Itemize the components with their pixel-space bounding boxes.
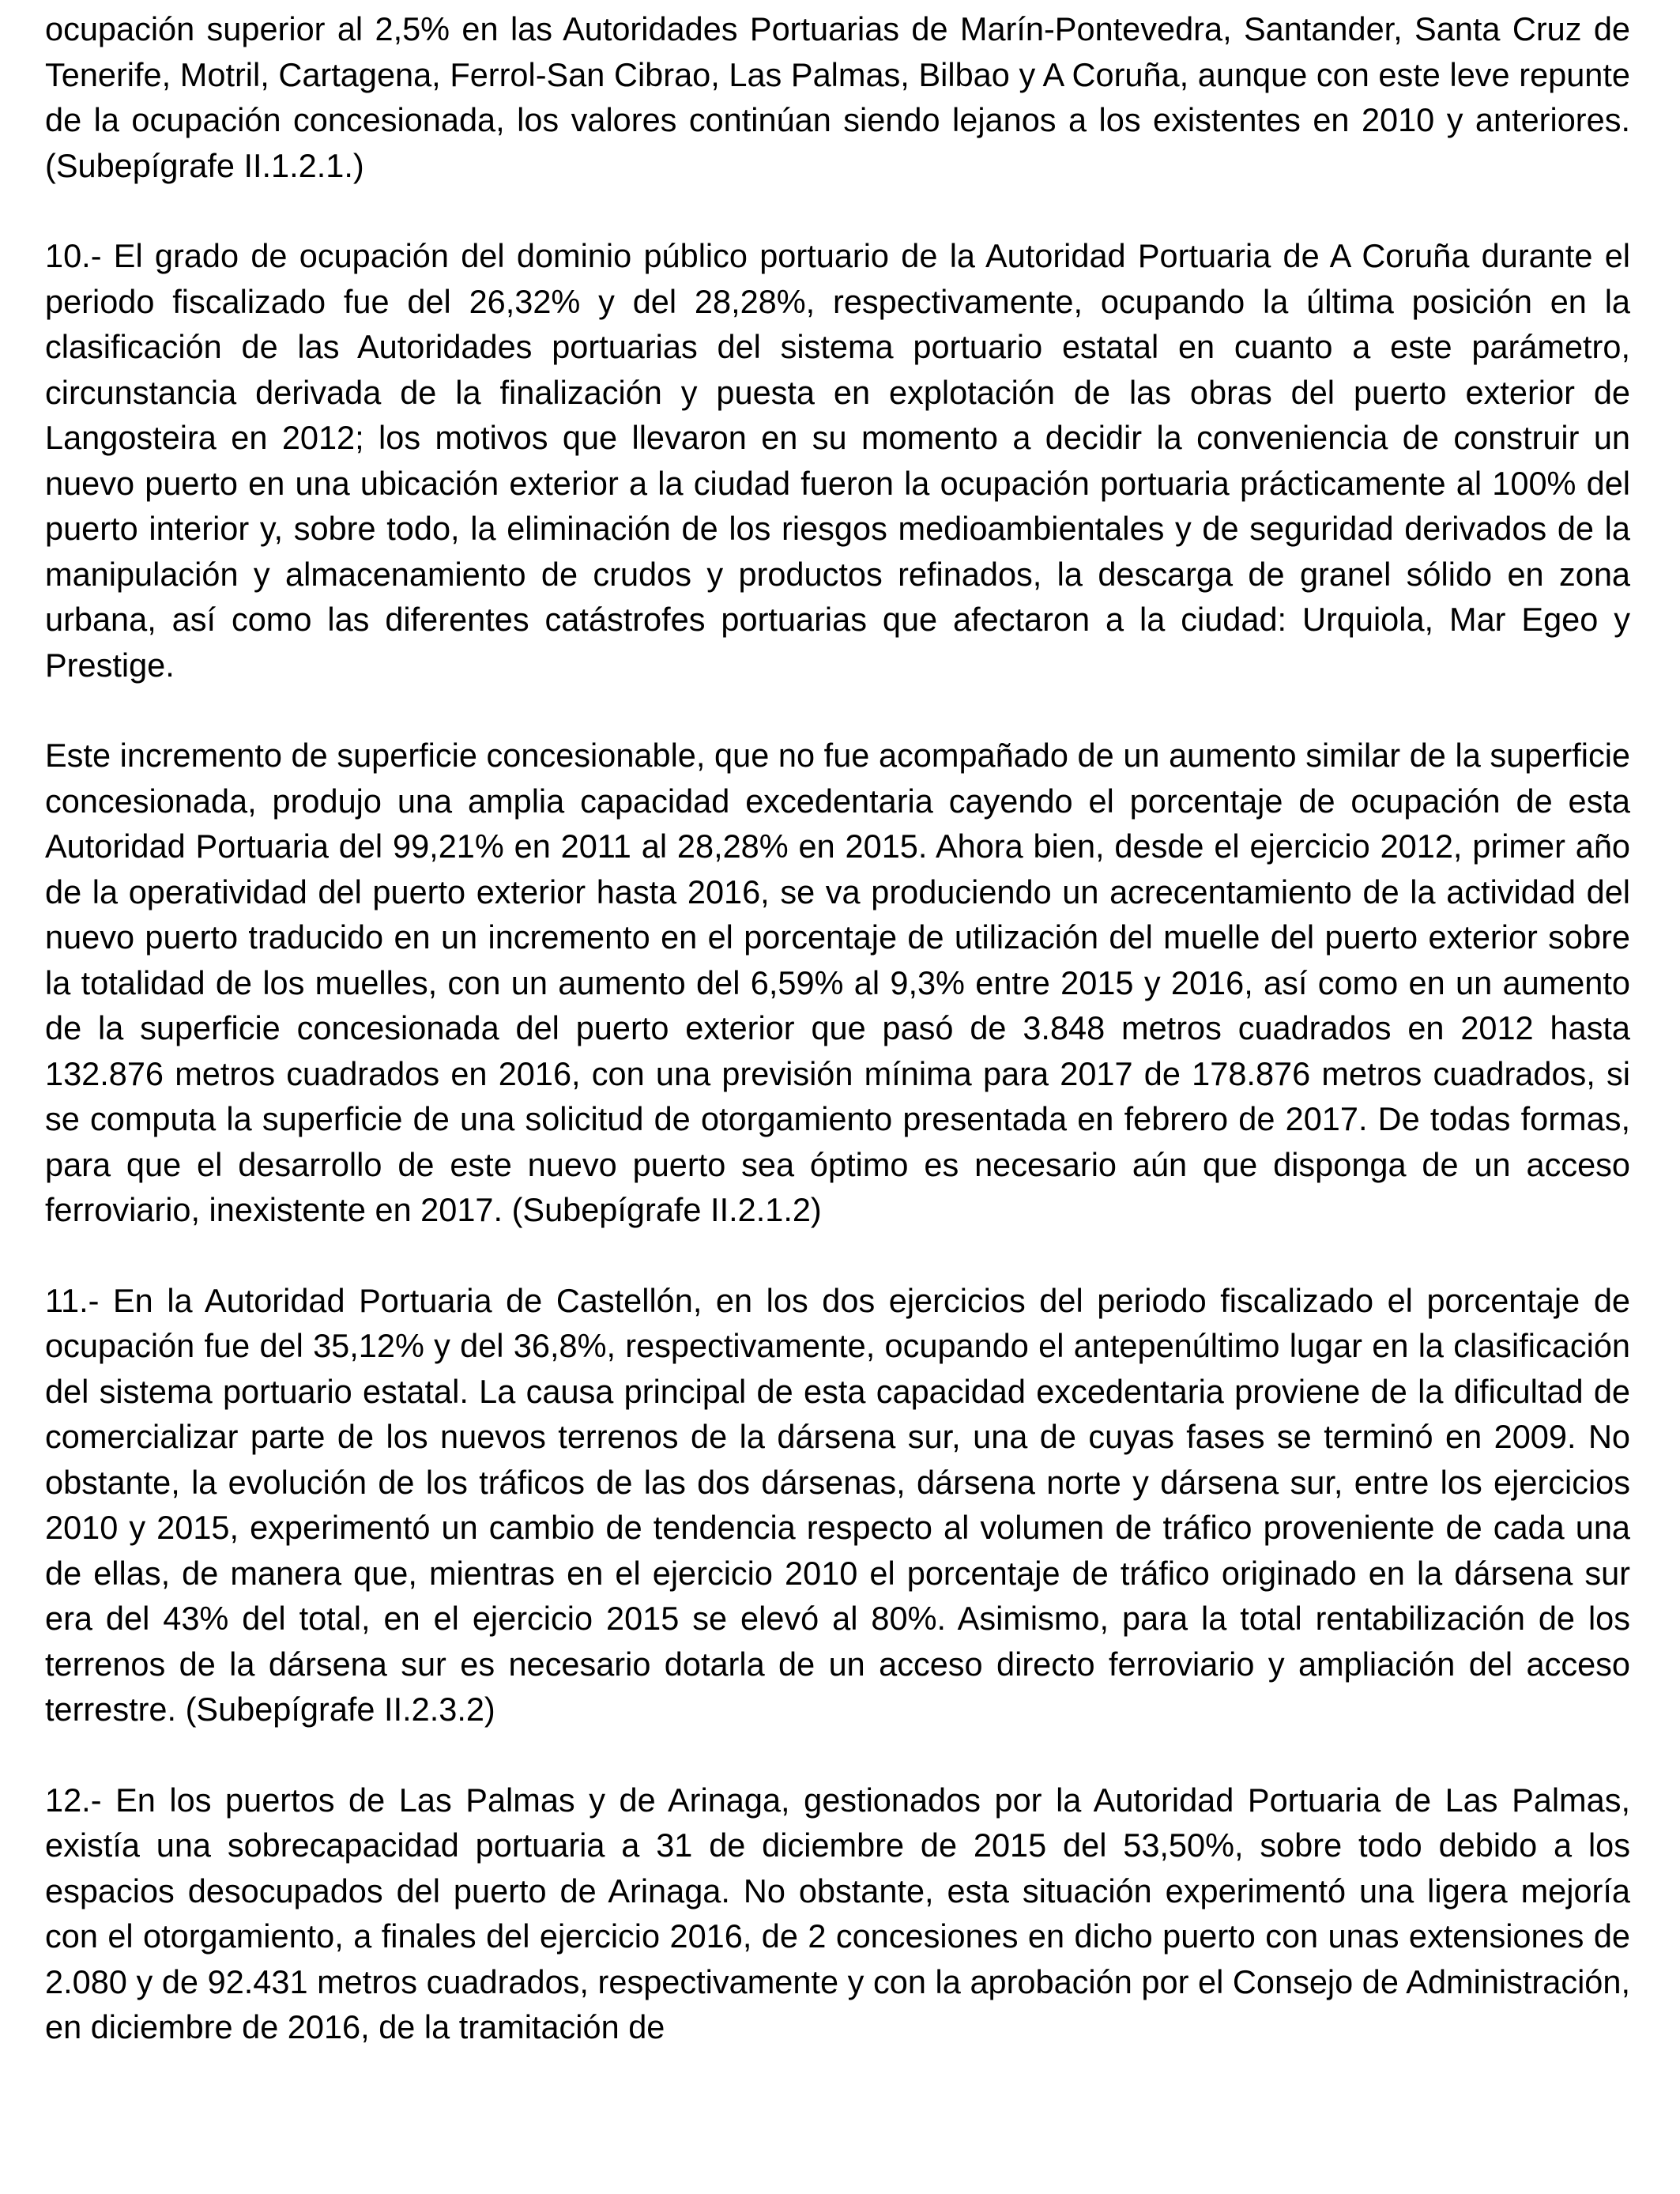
paragraph-occupation-summary: ocupación superior al 2,5% en las Autoridades Portuarias de Marín-Pontevedra, Santander, Santa Cruz de Tenerife, Motril, Cartagena, Ferrol-San Cibrao, Las Palmas, Bilbao y A Coruña, aunque con este leve repunte de la ocupación concesionada, los valores continúan siendo lejanos a los existentes en 2010 y anteriores. (Subepígrafe II.1.2.1.) (45, 10, 1630, 184)
paragraph-point-10-a-coruna: 10.- El grado de ocupación del dominio público portuario de la Autoridad Portuaria de A Coruña durante el periodo fiscalizado fue del 26,32% y del 28,28%, respectivamente, ocupando la última posición en la clasificación de las Autoridades portuarias del sistema portuario estatal en cuanto a este parámetro, circunstancia derivada de la finalización y puesta en explotación de las obras del puerto exterior de Langosteira en 2012; los motivos que llevaron en su momento a decidir la conveniencia de construir un nuevo puerto en una ubicación exterior a la ciudad fueron la ocupación portuaria prácticamente al 100% del puerto interior y, sobre todo, la eliminación de los riesgos medioambientales y de seguridad derivados de la manipulación y almacenamiento de crudos y productos refinados, la descarga de granel sólido en zona urbana, así como las diferentes catástrofes portuarias que afectaron a la ciudad: Urquiola, Mar Egeo y Prestige. (45, 237, 1630, 684)
paragraph-point-11-castellon: 11.- En la Autoridad Portuaria de Castellón, en los dos ejercicios del periodo fiscalizado el porcentaje de ocupación fue del 35,12% y del 36,8%, respectivamente, ocupando el antepenúltimo lugar en la clasificación del sistema portuario estatal. La causa principal de esta capacidad excedentaria proviene de la dificultad de comercializar parte de los nuevos terrenos de la dársena sur, una de cuyas fases se terminó en 2009. No obstante, la evolución de los tráficos de las dos dársenas, dársena norte y dársena sur, entre los ejercicios 2010 y 2015, experimentó un cambio de tendencia respecto al volumen de tráfico proveniente de cada una de ellas, de manera que, mientras en el ejercicio 2010 el porcentaje de tráfico originado en la dársena sur era del 43% del total, en el ejercicio 2015 se elevó al 80%. Asimismo, para la total rentabilización de los terrenos de la dársena sur es necesario dotarla de un acceso directo ferroviario y ampliación del acceso terrestre. (Subepígrafe II.2.3.2) (45, 1281, 1630, 1728)
document-page (45, 6, 1630, 2050)
paragraph-point-12-las-palmas: 12.- En los puertos de Las Palmas y de Arinaga, gestionados por la Autoridad Portuaria de Las Palmas, existía una sobrecapacidad portuaria a 31 de diciembre de 2015 del 53,50%, sobre todo debido a los espacios desocupados del puerto de Arinaga. No obstante, esta situación experimentó una ligera mejoría con el otorgamiento, a finales del ejercicio 2016, de 2 concesiones en dicho puerto con unas extensiones de 2.080 y de 92.431 metros cuadrados, respectivamente y con la aprobación por el Consejo de Administración, en diciembre de 2016, de la tramitación de (45, 1781, 1630, 2045)
paragraph-surface-increase: Este incremento de superficie concesionable, que no fue acompañado de un aumento similar de la superficie concesionada, produjo una amplia capacidad excedentaria cayendo el porcentaje de ocupación de esta Autoridad Portuaria del 99,21% en 2011 al 28,28% en 2015. Ahora bien, desde el ejercicio 2012, primer año de la operatividad del puerto exterior hasta 2016, se va produciendo un acrecentamiento de la actividad del nuevo puerto traducido en un incremento en el porcentaje de utilización del muelle del puerto exterior sobre la totalidad de los muelles, con un aumento del 6,59% al 9,3% entre 2015 y 2016, así como en un aumento de la superficie concesionada del puerto exterior que pasó de 3.848 metros cuadrados en 2012 hasta 132.876 metros cuadrados en 2016, con una previsión mínima para 2017 de 178.876 metros cuadrados, si se computa la superficie de una solicitud de otorgamiento presentada en febrero de 2017. De todas formas, para que el desarrollo de este nuevo puerto sea óptimo es necesario aún que disponga de un acceso ferroviario, inexistente en 2017. (Subepígrafe II.2.1.2) (45, 737, 1630, 1228)
